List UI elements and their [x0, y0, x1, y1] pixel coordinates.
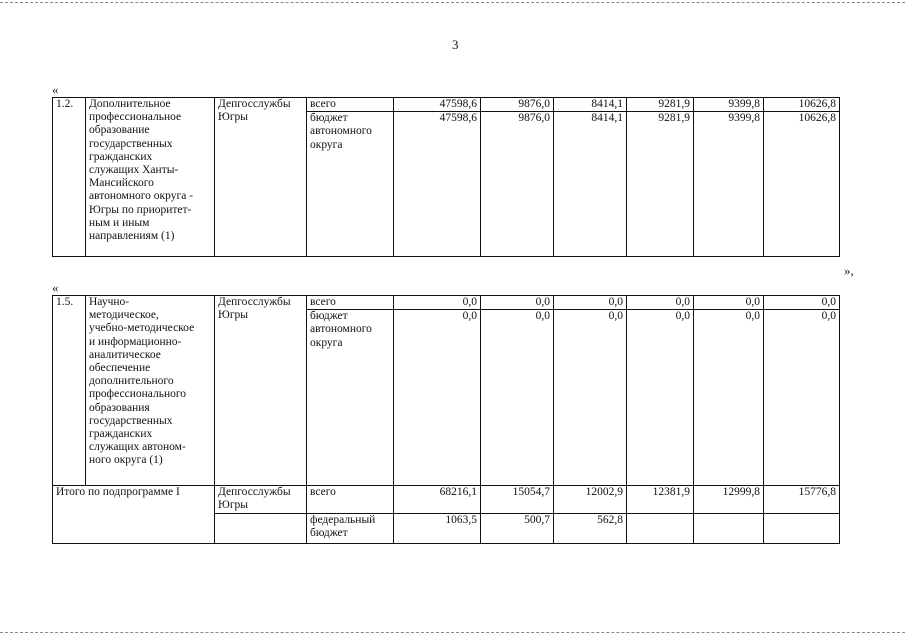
value-cell: 0,0: [394, 310, 481, 486]
value-cell: 10626,8: [764, 98, 840, 112]
value-cell: 0,0: [694, 296, 764, 310]
value-cell: 15054,7: [481, 486, 554, 514]
value-cell: 12381,9: [627, 486, 694, 514]
value-cell: 68216,1: [394, 486, 481, 514]
empty-executor-cell: [215, 514, 307, 544]
value-cell: 0,0: [694, 310, 764, 486]
table-row: [53, 296, 840, 310]
value-cell: 9281,9: [627, 112, 694, 257]
budget-table-2: [52, 295, 840, 544]
funding-source: федеральный бюджет: [307, 514, 394, 544]
value-cell: 15776,8: [764, 486, 840, 514]
value-cell: 0,0: [764, 310, 840, 486]
value-cell: 0,0: [764, 296, 840, 310]
value-cell: 0,0: [554, 310, 627, 486]
value-cell: 9399,8: [694, 98, 764, 112]
funding-source: всего: [307, 486, 394, 514]
value-cell: 0,0: [627, 310, 694, 486]
funding-source: всего: [307, 296, 394, 310]
value-cell: 8414,1: [554, 98, 627, 112]
budget-table-1: [52, 97, 840, 257]
value-cell: 0,0: [481, 310, 554, 486]
value-cell: 1063,5: [394, 514, 481, 544]
table-row: [53, 98, 840, 112]
opening-quote-1: «: [52, 82, 59, 97]
closing-quote: »,: [844, 263, 854, 278]
value-cell: [627, 514, 694, 544]
value-cell: 0,0: [554, 296, 627, 310]
value-cell: 562,8: [554, 514, 627, 544]
value-cell: 12002,9: [554, 486, 627, 514]
total-executor: Депгосслужбы Югры: [215, 486, 307, 514]
item-name: Научно- методическое, учебно-методическое и информационно- аналитическое обеспечение дополнительного профессионального образования государственных гражданских служащих автоном- ного округа (1): [86, 296, 215, 486]
value-cell: 9876,0: [481, 112, 554, 257]
item-executor: Депгосслужбы Югры: [215, 98, 307, 257]
bottom-scan-edge: [0, 632, 905, 633]
value-cell: [764, 514, 840, 544]
page-number: 3: [452, 37, 459, 52]
total-label: Итого по подпрограмме I: [53, 486, 215, 544]
value-cell: 500,7: [481, 514, 554, 544]
item-code: 1.2.: [53, 98, 86, 257]
total-row: [53, 486, 840, 514]
funding-source: всего: [307, 98, 394, 112]
value-cell: 9281,9: [627, 98, 694, 112]
top-scan-edge: [0, 2, 905, 3]
value-cell: 12999,8: [694, 486, 764, 514]
value-cell: 0,0: [394, 296, 481, 310]
funding-source: бюджет автономного округа: [307, 112, 394, 257]
value-cell: [694, 514, 764, 544]
value-cell: 0,0: [481, 296, 554, 310]
value-cell: 9876,0: [481, 98, 554, 112]
item-name: Дополнительное профессиональное образование государственных гражданских служащих Ханты- Мансийского автономного округа - Югры по приоритет- ным и иным направлениям (1): [86, 98, 215, 257]
item-code: 1.5.: [53, 296, 86, 486]
value-cell: 47598,6: [394, 112, 481, 257]
value-cell: 47598,6: [394, 98, 481, 112]
funding-source: бюджет автономного округа: [307, 310, 394, 486]
opening-quote-2: «: [52, 280, 59, 295]
item-executor: Депгосслужбы Югры: [215, 296, 307, 486]
value-cell: 9399,8: [694, 112, 764, 257]
value-cell: 8414,1: [554, 112, 627, 257]
value-cell: 0,0: [627, 296, 694, 310]
value-cell: 10626,8: [764, 112, 840, 257]
